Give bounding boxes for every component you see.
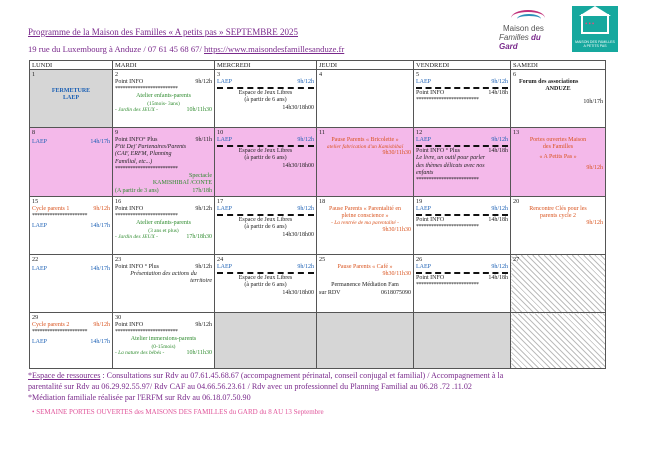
day-cell-10: 10 LAEP 9h/12h Espace de Jeux Libres (à partir de 6 ans) 14h30/18h00 bbox=[215, 128, 317, 197]
weekday-header: MERCREDI bbox=[215, 61, 317, 70]
address-text: 19 rue du Luxembourg à Anduze / 07 61 45 68 67/ bbox=[28, 44, 202, 54]
day-cell-27: 27 bbox=[511, 255, 606, 313]
logo-text: Familles du Gard bbox=[499, 33, 541, 51]
a-petits-pas-logo bbox=[572, 6, 618, 52]
website-link[interactable]: https://www.maisondesfamillesanduze.fr bbox=[204, 44, 345, 54]
day-cell-17: 17 LAEP 9h/12h Espace de Jeux Libres (à partir de 6 ans) 14h30/18h00 bbox=[215, 197, 317, 255]
empty-cell bbox=[414, 313, 511, 369]
page-title: Programme de la Maison des Familles « A petits pas » SEPTEMBRE 2025 bbox=[28, 27, 298, 37]
weekday-header: SAMEDI bbox=[511, 61, 606, 70]
weekday-header-row bbox=[30, 61, 606, 70]
notes-line: parentalité sur Rdv au 06.29.92.55.97/ Rdv CAF au 04.66.56.23.61 / Rdv avec un professionnel du Planning Familial au 06.28 .72 .11.02 bbox=[28, 381, 472, 391]
empty-cell bbox=[317, 313, 414, 369]
weekday-header: JEUDI bbox=[317, 61, 414, 70]
logo-swirl-icon bbox=[517, 14, 541, 24]
empty-cell bbox=[215, 313, 317, 369]
day-cell-4: 4 bbox=[317, 70, 414, 128]
day-cell-8: 8 LAEP 14h/17h bbox=[30, 128, 113, 197]
day-cell-6: 6 Forum des associations ANDUZE 10h/17h bbox=[511, 70, 606, 128]
day-cell-19: 19 LAEP 9h/12h Point INFO 14h/18h ************************* bbox=[414, 197, 511, 255]
week-row bbox=[30, 128, 606, 197]
notes-line: *Espace de ressources : Consultations sur Rdv au 07.61.45.68.67 (accompagnement périnatal, conseil conjugal et familial) / Accompagnement à la bbox=[28, 371, 504, 380]
day-cell-16: 16 Point INFO 9h/12h ************************* Atelier enfants-parents (3 ans et plus) - Jardin des JEUX - 17h/18h30 bbox=[113, 197, 215, 255]
week-row bbox=[30, 197, 606, 255]
notes-line: *Médiation familiale réalisée par l'ERFM sur Rdv au 06.18.07.50.90 bbox=[28, 392, 251, 402]
day-cell-5: 5 LAEP 9h/12h Point INFO 14h/18h ************************* bbox=[414, 70, 511, 128]
day-cell-15: 15 Cycle parents 1 9h/12h ********************** LAEP 14h/17h bbox=[30, 197, 113, 255]
weekday-header: LUNDI bbox=[30, 61, 113, 70]
day-cell-29: 29 Cycle parents 2 9h/12h ********************** LAEP 14h/17h bbox=[30, 313, 113, 369]
logo-text: Maison des bbox=[503, 24, 544, 33]
day-cell-12: 12 LAEP 9h/12h Point INFO ° Plus 14h/18h Le livre, un outil pour parler des thèmes délicats avec nos enfants ************************* bbox=[414, 128, 511, 197]
day-cell-26: 26 LAEP 9h/12h Point INFO 14h/18h ************************* bbox=[414, 255, 511, 313]
family-icon: ••• bbox=[585, 20, 596, 28]
open-week-bullet: • SEMAINE PORTES OUVERTES des MAISONS DES FAMILLES du GARD du 8 AU 13 Septembre bbox=[32, 408, 324, 416]
day-cell-24: 24 LAEP 9h/12h Espace de Jeux Libres (à partir de 6 ans) 14h30/18h00 bbox=[215, 255, 317, 313]
day-cell-11: 11 Pause Parents « Bricolette » atelier fabrication d'un Kamishibaï 9h30/11h30 bbox=[317, 128, 414, 197]
day-cell-1: 1 FERMETURE LAEP bbox=[30, 70, 113, 128]
weekday-header: VENDREDI bbox=[414, 61, 511, 70]
day-cell-13: 13 Portes ouvertes Maison des Familles « A Petits Pas » 9h/12h bbox=[511, 128, 606, 197]
empty-cell bbox=[511, 313, 606, 369]
day-cell-23: 23 Point INFO ° Plus 9h/12h Présentation des actions du territoire bbox=[113, 255, 215, 313]
week-row bbox=[30, 255, 606, 313]
week-row bbox=[30, 70, 606, 128]
day-cell-2: 2 Point INFO 9h/12h ************************* Atelier enfants-parents (15mois- 3ans) - Jardin des JEUX - 10h/11h30 bbox=[113, 70, 215, 128]
day-cell-30: 30 Point INFO 9h/12h ************************* Atelier immersions-parents (0-15mois) - La nature des bébés - 10h/11h30 bbox=[113, 313, 215, 369]
maison-des-familles-logo bbox=[497, 8, 561, 50]
day-cell-22: 22 LAEP 14h/17h bbox=[30, 255, 113, 313]
day-cell-18: 18 Pause Parents « Parentalité en pleine conscience » - La rentrée de ma parentalité - 9h30/11h30 bbox=[317, 197, 414, 255]
week-row bbox=[30, 313, 606, 369]
day-cell-9: 9 Point INFO° Plus 9h/11h P'tit Dej' Partenaires/Parents (CAF, ERFM, Planning Familial, etc...) ************************* Spectacle KAMISHIBAÏ /CONTE (A partir de 3 ans) 17h/18h bbox=[113, 128, 215, 197]
footer-notes bbox=[28, 371, 628, 403]
address-line bbox=[28, 44, 344, 54]
day-cell-25: 25 Pause Parents « Café » 9h30/11h30 Permanence Médiation Fam sur RDV 0618075090 bbox=[317, 255, 414, 313]
calendar-table bbox=[29, 60, 606, 369]
day-cell-3: 3 LAEP 9h/12h Espace de Jeux Libres (à partir de 6 ans) 14h30/18h00 bbox=[215, 70, 317, 128]
logo-caption: MAISON DES FAMILLES A PETITS PAS bbox=[575, 40, 615, 48]
day-cell-20: 20 Rencontre Clés pour les parents cycle 2 9h/12h bbox=[511, 197, 606, 255]
weekday-header: MARDI bbox=[113, 61, 215, 70]
